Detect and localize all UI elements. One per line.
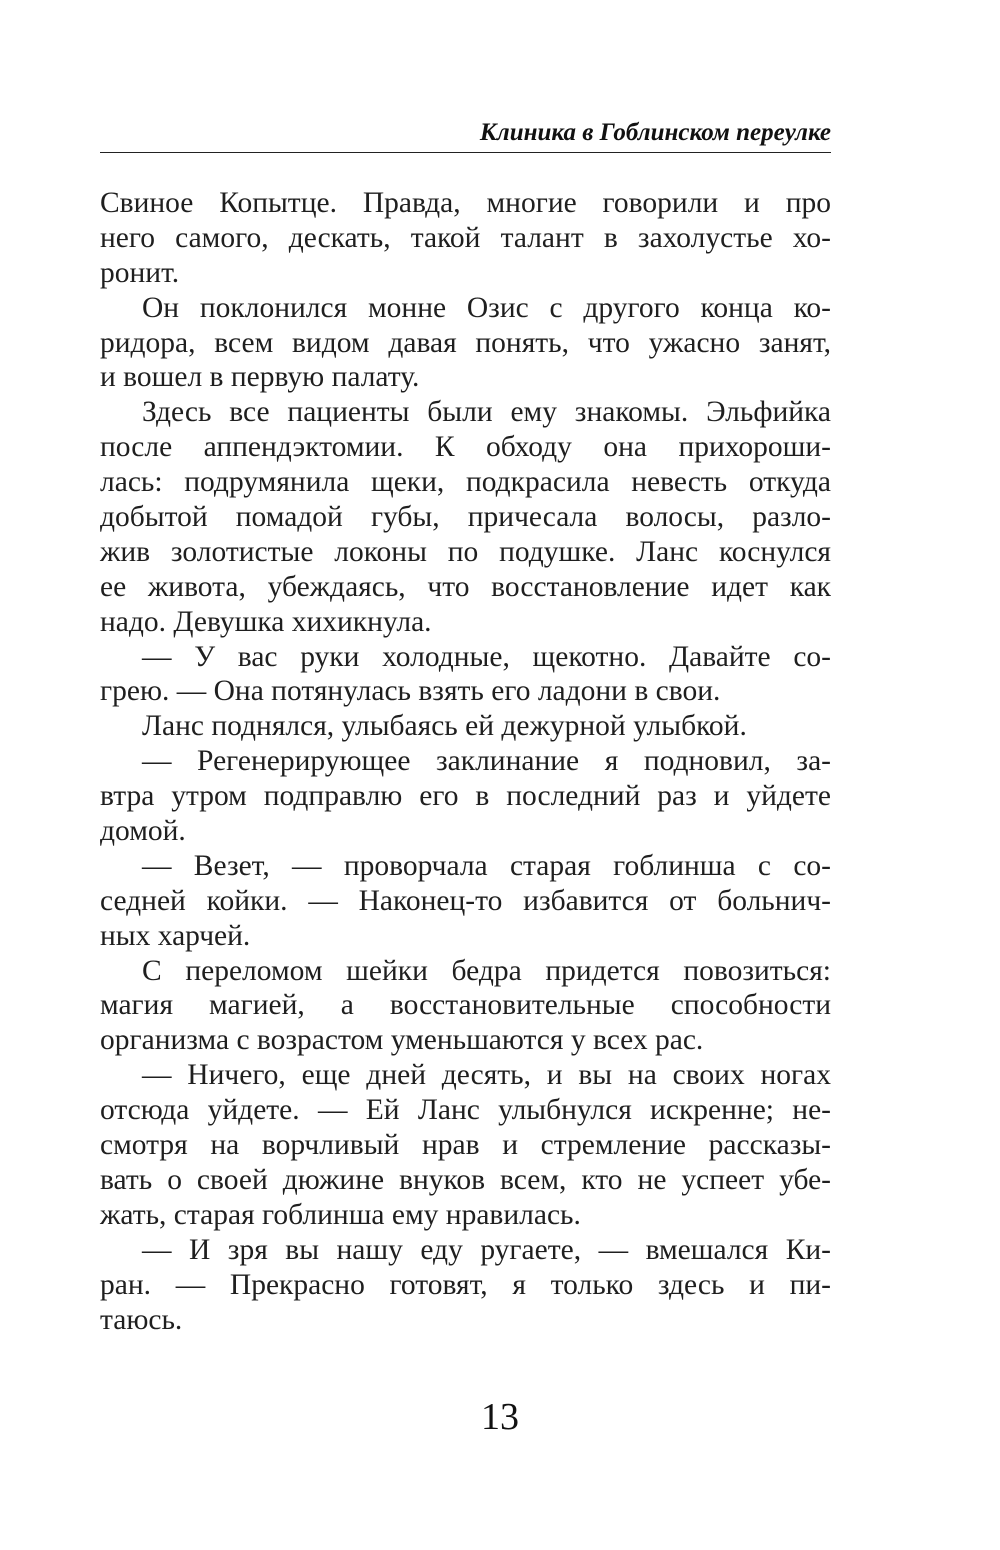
text-line: смотря на ворчливый нрав и стремление рассказы- — [100, 1129, 831, 1162]
text-line: магия магией, а восстановительные способности — [100, 989, 831, 1022]
text-line: — Ничего, еще дней десять, и вы на своих ногах — [142, 1059, 831, 1092]
text-line: ридора, всем видом давая понять, что ужасно занят, — [100, 326, 831, 359]
text-line: вать о своей дюжине внуков всем, кто не успеет убе- — [100, 1163, 831, 1196]
text-line: ран. — Прекрасно готовят, я только здесь и пи- — [100, 1268, 831, 1301]
text-line: С переломом шейки бедра придется повозиться: — [142, 954, 831, 987]
text-line: втра утром подправлю его в последний раз и уйдете — [100, 780, 831, 813]
text-line: и вошел в первую палату. — [100, 361, 420, 394]
header-rule — [100, 152, 831, 153]
text-line: Здесь все пациенты были ему знакомы. Эльфийка — [142, 396, 831, 429]
text-line: организма с возрастом уменьшаются у всех рас. — [100, 1024, 704, 1057]
text-line: жать, старая гоблинша ему нравилась. — [100, 1198, 581, 1231]
text-line: Он поклонился монне Озис с другого конца ко- — [142, 291, 831, 324]
text-line: жив золотистые локоны по подушке. Ланс коснулся — [100, 535, 831, 568]
text-line: после аппендэктомии. К обходу она прихороши- — [100, 431, 831, 464]
text-line: ронит. — [100, 256, 180, 289]
text-line: добытой помадой губы, причесала волосы, разло- — [100, 501, 831, 534]
text-line: ее живота, убеждаясь, что восстановление идет как — [100, 570, 831, 603]
text-line: Ланс поднялся, улыбаясь ей дежурной улыбкой. — [142, 710, 747, 743]
text-line: — Везет, — проворчала старая гоблинша с со- — [142, 849, 831, 882]
text-line: домой. — [100, 815, 186, 848]
text-line: него самого, дескать, такой талант в захолустье хо- — [100, 221, 831, 254]
text-line: ных харчей. — [100, 919, 251, 952]
body-text — [100, 186, 831, 1337]
text-line: лась: подрумянила щеки, подкрасила невесть откуда — [100, 466, 831, 499]
running-header: Клиника в Гоблинском переулке — [479, 119, 831, 146]
text-line: — И зря вы нашу еду ругаете, — вмешался Ки- — [142, 1233, 831, 1266]
text-line: надо. Девушка хихикнула. — [100, 605, 432, 638]
text-line: — У вас руки холодные, щекотно. Давайте со- — [142, 640, 831, 673]
text-line: Свиное Копытце. Правда, многие говорили и про — [100, 187, 831, 219]
text-line: грею. — Она потянулась взять его ладони в свои. — [100, 675, 721, 708]
text-line: — Регенерирующее заклинание я подновил, за- — [142, 745, 831, 778]
text-line: отсюда уйдете. — Ей Ланс улыбнулся искренне; не- — [100, 1094, 831, 1127]
page-number: 13 — [481, 1396, 519, 1438]
text-line: таюсь. — [100, 1303, 183, 1336]
text-line: седней койки. — Наконец-то избавится от больнич- — [100, 884, 831, 917]
